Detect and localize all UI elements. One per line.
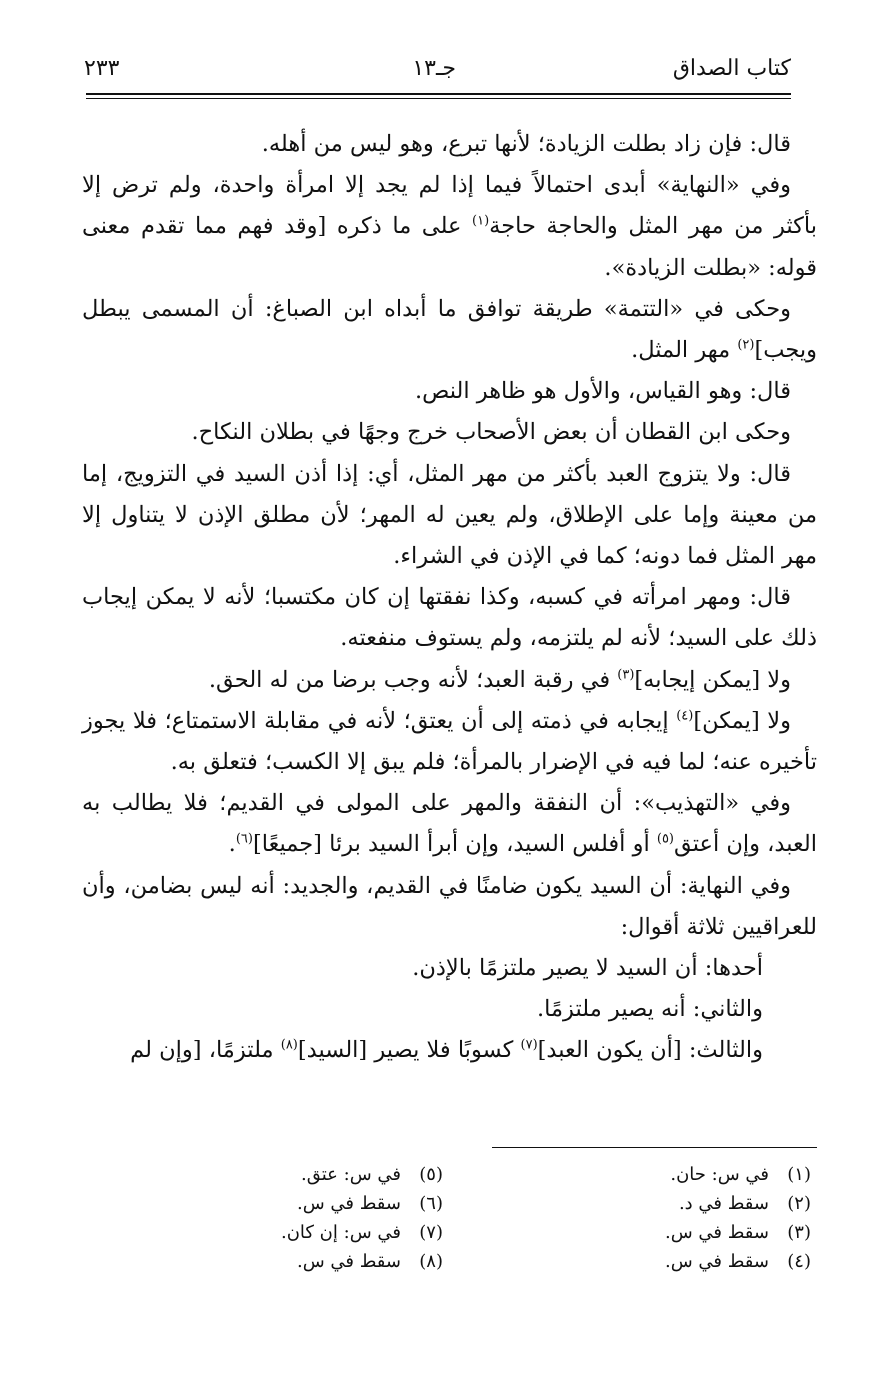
paragraph xyxy=(82,660,817,701)
text-run: والثالث: [أن يكون العبد] xyxy=(537,1037,763,1064)
footnote-ref: (٧) xyxy=(520,1037,538,1053)
footnote: (٣)سقط في س. xyxy=(664,1222,811,1243)
footnote: (٨)سقط في س. xyxy=(296,1251,443,1272)
running-head-volume: جـ١٣ xyxy=(412,56,456,81)
text-run: ولا [يمكن] xyxy=(693,707,791,734)
text-run: وفي «التهذيب»: أن النفقة والمهر على المولى في القديم؛ فلا يطالب به العبد، وإن أعتق xyxy=(82,790,817,858)
footnotes-right-column xyxy=(561,1160,811,1276)
paragraph xyxy=(82,371,817,412)
text-run: قال: وهو القياس، والأول هو ظاهر النص. xyxy=(415,378,791,405)
text-run: قال: فإن زاد بطلت الزيادة؛ لأنها تبرع، وهو ليس من أهله. xyxy=(261,131,791,157)
paragraph xyxy=(82,948,817,989)
text-run: والثاني: أنه يصير ملتزمًا. xyxy=(537,996,763,1023)
paragraph xyxy=(82,701,817,783)
paragraph xyxy=(82,454,817,578)
footnote-ref: (٤) xyxy=(676,708,694,724)
footnote-ref: (٥) xyxy=(656,831,674,847)
text-run: وحكى في «التتمة» طريقة توافق ما أبداه ابن الصباغ: أن المسمى يبطل ويجب] xyxy=(82,295,817,364)
footnote-ref: (١) xyxy=(472,213,490,229)
footnote: (٥)في س: عتق. xyxy=(301,1164,443,1185)
paragraph xyxy=(82,577,817,659)
text-run: مهر المثل. xyxy=(631,337,738,364)
footnote: (٦)سقط في س. xyxy=(296,1193,443,1214)
header-rule-thin xyxy=(86,98,791,99)
text-run: على ما ذكره [وقد فهم مما تقدم معنى قوله: «بطلت الزيادة». xyxy=(82,213,817,281)
text-run: . xyxy=(228,831,236,858)
text-run: ولا [يمكن إيجابه] xyxy=(634,666,791,693)
text-run: في رقبة العبد؛ لأنه وجب برضا من له الحق. xyxy=(208,666,618,693)
paragraph xyxy=(82,412,817,453)
text-run: وفي «النهاية» أبدى احتمالاً فيما إذا لم يجد إلا امرأة واحدة، ولم ترض إلا بأكثر من مهر المثل والحاجة حاجة xyxy=(82,172,817,240)
footnote: (٤)سقط في س. xyxy=(664,1251,811,1272)
text-run: وفي النهاية: أن السيد يكون ضامنًا في القديم، والجديد: أنه ليس بضامن، وأن للعراقيين ثلاثة أقوال: xyxy=(82,872,817,940)
text-run: قال: ومهر امرأته في كسبه، وكذا نفقتها إن كان مكتسبا؛ لأنه لا يمكن إيجاب ذلك على السيد؛ لأنه لم يلتزمه، ولم يستوف منفعته. xyxy=(82,584,817,652)
paragraph xyxy=(82,1030,817,1071)
footnote-ref: (٦) xyxy=(235,831,253,847)
footnote-ref: (٨) xyxy=(280,1037,298,1053)
paragraph xyxy=(82,783,817,865)
text-run: أو أفلس السيد، وإن أبرأ السيد برئا [جميعًا] xyxy=(252,831,657,858)
running-head-book-title: كتاب الصداق xyxy=(672,56,791,81)
footnote: (٢)سقط في د. xyxy=(678,1193,811,1214)
header-rule-thick xyxy=(86,93,791,95)
text-run: أحدها: أن السيد لا يصير ملتزمًا بالإذن. xyxy=(412,955,763,982)
paragraph xyxy=(82,866,817,948)
paragraph xyxy=(82,989,817,1030)
text-run: قال: ولا يتزوج العبد بأكثر من مهر المثل، أي: إذا أذن السيد في التزويج، إما من معينة وإما على الإطلاق، ولم يعين له المهر؛ لأن مطلق الإذن لا يتناول إلا مهر المثل فما دونه؛ كما في الإذن في الشراء. xyxy=(82,460,817,570)
footnote-separator xyxy=(492,1147,817,1148)
text-run: وحكى ابن القطان أن بعض الأصحاب خرج وجهًا في بطلان النكاح. xyxy=(191,419,791,446)
paragraph xyxy=(82,124,817,165)
main-text xyxy=(82,124,817,1124)
page-header xyxy=(84,52,791,88)
paragraph xyxy=(82,165,817,289)
footnote: (٧)في س: إن كان. xyxy=(280,1222,443,1243)
footnotes-left-column xyxy=(193,1160,443,1276)
paragraph xyxy=(82,289,817,371)
text-run: إيجابه في ذمته إلى أن يعتق؛ لأنه في مقابلة الاستمتاع؛ فلا يجوز تأخيره عنه؛ لما فيه في الإضرار بالمرأة؛ فلم يبق إلا الكسب؛ فتعلق به. xyxy=(82,707,817,776)
text-run: كسوبًا فلا يصير [السيد] xyxy=(297,1037,521,1064)
footnote-ref: (٣) xyxy=(617,667,635,683)
footnote-ref: (٢) xyxy=(737,337,755,353)
footnote: (١)في س: حان. xyxy=(670,1164,811,1185)
page-number: ٢٣٣ xyxy=(84,56,120,81)
text-run: ملتزمًا، [وإن لم xyxy=(130,1037,281,1064)
